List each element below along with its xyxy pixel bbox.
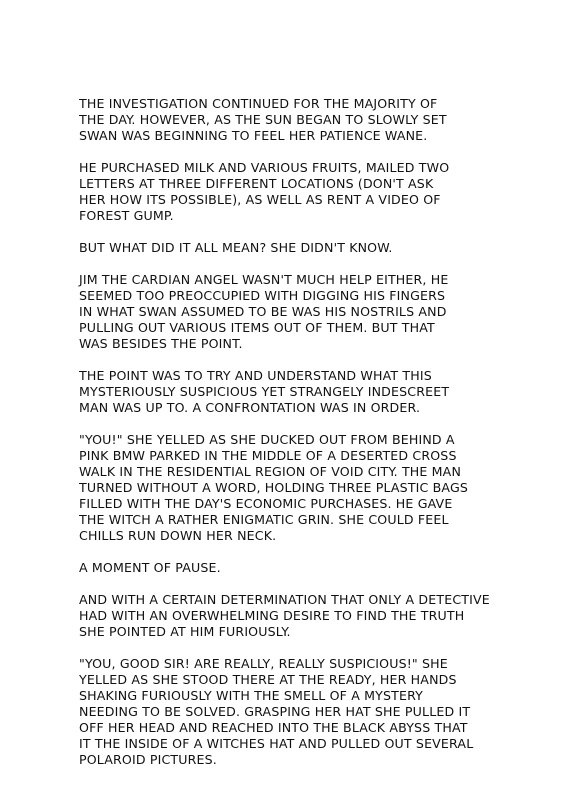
paragraph: AND WITH A CERTAIN DETERMINATION THAT ONLY A DETECTIVE HAD WITH AN OVERWHELMING DESIRE TO FIND THE TRUTH SHE POINTED AT HIM FURIOUSLY. <box>79 592 490 639</box>
paragraph: HE PURCHASED MILK AND VARIOUS FRUITS, MAILED TWO LETTERS AT THREE DIFFERENT LOCATIONS (DON'T ASK HER HOW ITS POSSIBLE), AS WELL AS RENT A VIDEO OF FOREST GUMP. <box>79 160 450 223</box>
paragraph: "YOU, GOOD SIR! ARE REALLY, REALLY SUSPICIOUS!" SHE YELLED AS SHE STOOD THERE AT THE READY, HER HANDS SHAKING FURIOUSLY WITH THE SMELL OF A MYSTERY NEEDING TO BE SOLVED. GRASPING HER HAT SHE PULLED IT OFF HER HEAD AND REACHED INTO THE BLACK ABYSS THAT IT THE INSIDE OF A WITCHES HAT AND PULLED OUT SEVERAL POLAROID PICTURES. <box>79 656 474 767</box>
paragraph: THE INVESTIGATION CONTINUED FOR THE MAJORITY OF THE DAY. HOWEVER, AS THE SUN BEGAN TO SLOWLY SET SWAN WAS BEGINNING TO FEEL HER PATIENCE WANE. <box>79 96 447 143</box>
paragraph: THE POINT WAS TO TRY AND UNDERSTAND WHAT THIS MYSTERIOUSLY SUSPICIOUS YET STRANGELY INDESCREET MAN WAS UP TO. A CONFRONTATION WAS IN ORDER. <box>79 368 450 415</box>
narration-text <box>79 96 519 768</box>
paragraph: A MOMENT OF PAUSE. <box>79 560 221 575</box>
paragraph: "YOU!" SHE YELLED AS SHE DUCKED OUT FROM BEHIND A PINK BMW PARKED IN THE MIDDLE OF A DESERTED CROSS WALK IN THE RESIDENTIAL REGION OF VOID CITY. THE MAN TURNED WITHOUT A WORD, HOLDING THREE PLASTIC BAGS FILLED WITH THE DAY'S ECONOMIC PURCHASES. HE GAVE THE WITCH A RATHER ENIGMATIC GRIN. SHE COULD FEEL CHILLS RUN DOWN HER NECK. <box>79 432 469 543</box>
paragraph: JIM THE CARDIAN ANGEL WASN'T MUCH HELP EITHER, HE SEEMED TOO PREOCCUPIED WITH DIGGING HIS FINGERS IN WHAT SWAN ASSUMED TO BE WAS HIS NOSTRILS AND PULLING OUT VARIOUS ITEMS OUT OF THEM. BUT THAT WAS BESIDES THE POINT. <box>79 272 449 351</box>
paragraph: BUT WHAT DID IT ALL MEAN? SHE DIDN'T KNOW. <box>79 240 393 255</box>
